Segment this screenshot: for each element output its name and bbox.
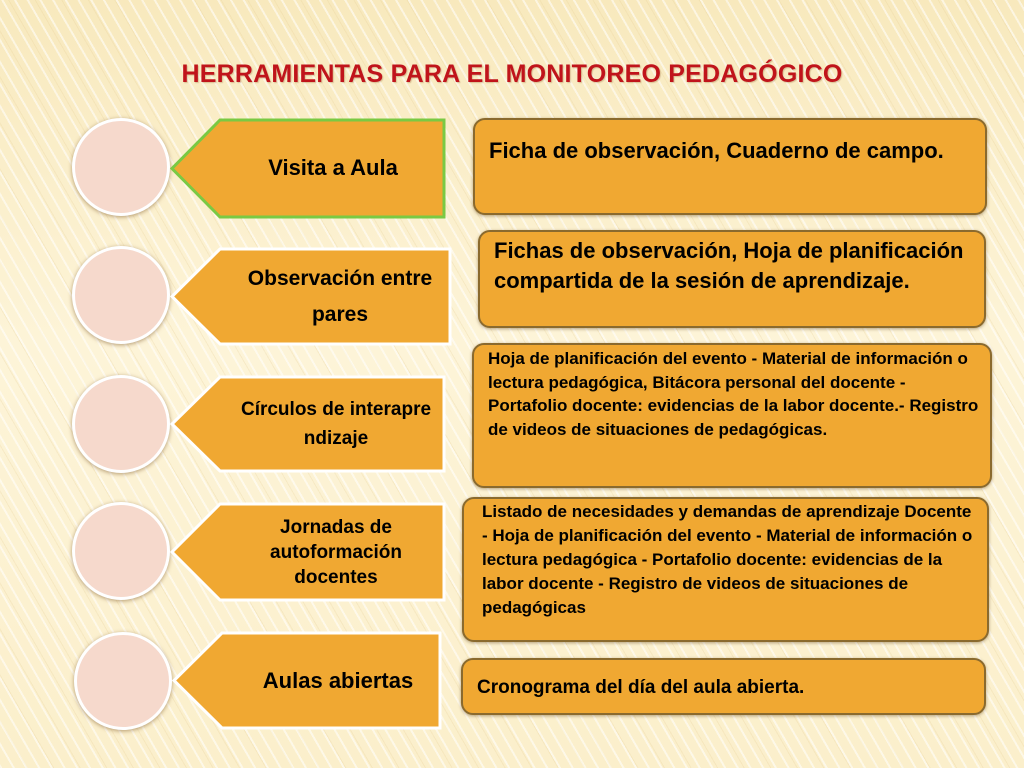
tools-text: Cronograma del día del aula abierta. (477, 677, 805, 698)
tools-text: Hoja de planificación del evento - Material de información o lectura pedagógica, Bitácora personal del docente - Portafolio docente: evidencias de la labor docente.- Registro de videos de situaciones de pedagógicas. (488, 349, 979, 439)
tools-text: Listado de necesidades y demandas de aprendizaje Docente - Hoja de planificación del evento - Material de información o lectura pedagógica - Portafolio docente: evidencias de la labor docente - Registro de videos de situaciones de pedagógicas (482, 502, 973, 617)
strategy-label: Observación entre pares (247, 266, 433, 326)
strategy-chevron (170, 118, 446, 219)
strategy-label: Aulas abiertas (262, 668, 414, 693)
tools-box (461, 658, 986, 715)
tools-text: Ficha de observación, Cuaderno de campo. (489, 138, 944, 163)
row-circle-icon (72, 502, 170, 600)
strategy-label: Círculos de interaprendizaje (240, 399, 432, 449)
tools-text: Fichas de observación, Hoja de planificación compartida de la sesión de aprendizaje. (494, 238, 964, 293)
strategy-chevron (170, 375, 446, 473)
slide-title: HERRAMIENTAS PARA EL MONITOREO PEDAGÓGICO (181, 60, 843, 88)
row-circle-icon (72, 246, 170, 344)
row-circle-icon (74, 632, 172, 730)
strategy-chevron (170, 247, 452, 346)
strategy-chevron (170, 502, 446, 602)
strategy-chevron (172, 631, 442, 730)
strategy-label: Jornadas de autoformación docentes (270, 516, 402, 588)
tools-box (478, 230, 986, 328)
tools-box (472, 343, 992, 488)
row-circle-icon (72, 118, 170, 216)
strategy-label: Visita a Aula (268, 155, 398, 181)
tools-box (473, 118, 987, 215)
row-circle-icon (72, 375, 170, 473)
tools-box (462, 497, 989, 642)
